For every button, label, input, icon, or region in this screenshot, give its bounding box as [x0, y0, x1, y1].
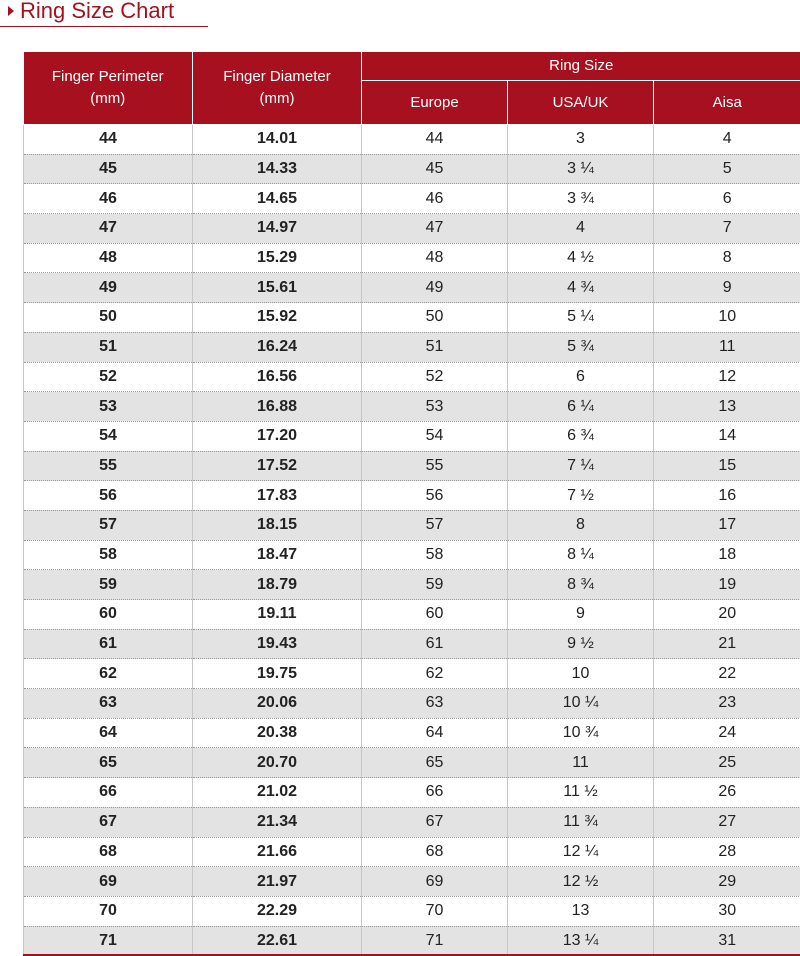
finger-perimeter-cell: 53	[24, 392, 193, 422]
asia-cell: 13	[654, 392, 800, 422]
finger-perimeter-cell: 51	[24, 332, 193, 362]
page-title-bar	[0, 0, 208, 27]
header-finger-diameter: Finger Diameter (mm)	[193, 52, 362, 125]
table-row	[24, 659, 800, 689]
usa-uk-cell: 9	[508, 600, 654, 630]
usa-uk-cell: 13 ¼	[508, 926, 654, 956]
finger-diameter-cell: 18.79	[193, 570, 362, 600]
table-row	[24, 303, 800, 333]
usa-uk-cell: 4 ¾	[508, 273, 654, 303]
usa-uk-cell: 10 ¼	[508, 689, 654, 719]
table-row	[24, 807, 800, 837]
europe-cell: 55	[362, 451, 508, 481]
europe-cell: 57	[362, 510, 508, 540]
finger-perimeter-cell: 49	[24, 273, 193, 303]
europe-cell: 45	[362, 154, 508, 184]
asia-cell: 26	[654, 778, 800, 808]
asia-cell: 8	[654, 243, 800, 273]
finger-diameter-cell: 14.01	[193, 125, 362, 155]
finger-perimeter-cell: 67	[24, 807, 193, 837]
finger-perimeter-cell: 58	[24, 540, 193, 570]
europe-cell: 58	[362, 540, 508, 570]
table-body	[24, 125, 800, 956]
europe-cell: 50	[362, 303, 508, 333]
europe-cell: 69	[362, 867, 508, 897]
table-row	[24, 243, 800, 273]
europe-cell: 52	[362, 362, 508, 392]
finger-diameter-cell: 19.75	[193, 659, 362, 689]
asia-cell: 19	[654, 570, 800, 600]
usa-uk-cell: 6 ¼	[508, 392, 654, 422]
finger-perimeter-cell: 57	[24, 510, 193, 540]
usa-uk-cell: 8 ¼	[508, 540, 654, 570]
asia-cell: 18	[654, 540, 800, 570]
usa-uk-cell: 11 ½	[508, 778, 654, 808]
finger-diameter-cell: 14.33	[193, 154, 362, 184]
ring-size-table	[23, 52, 800, 956]
usa-uk-cell: 12 ½	[508, 867, 654, 897]
europe-cell: 47	[362, 214, 508, 244]
table-row	[24, 748, 800, 778]
asia-cell: 14	[654, 421, 800, 451]
asia-cell: 12	[654, 362, 800, 392]
finger-diameter-cell: 17.20	[193, 421, 362, 451]
table-row	[24, 510, 800, 540]
finger-diameter-cell: 18.15	[193, 510, 362, 540]
page-title: Ring Size Chart	[20, 0, 175, 23]
usa-uk-cell: 4 ½	[508, 243, 654, 273]
usa-uk-cell: 13	[508, 896, 654, 926]
europe-cell: 44	[362, 125, 508, 155]
finger-perimeter-cell: 64	[24, 718, 193, 748]
table-row	[24, 481, 800, 511]
asia-cell: 22	[654, 659, 800, 689]
asia-cell: 15	[654, 451, 800, 481]
table-row	[24, 332, 800, 362]
europe-cell: 59	[362, 570, 508, 600]
europe-cell: 68	[362, 837, 508, 867]
table-row	[24, 867, 800, 897]
asia-cell: 9	[654, 273, 800, 303]
finger-diameter-cell: 19.11	[193, 600, 362, 630]
asia-cell: 17	[654, 510, 800, 540]
finger-diameter-cell: 15.61	[193, 273, 362, 303]
europe-cell: 62	[362, 659, 508, 689]
finger-perimeter-cell: 54	[24, 421, 193, 451]
asia-cell: 5	[654, 154, 800, 184]
europe-cell: 53	[362, 392, 508, 422]
table-row	[24, 421, 800, 451]
usa-uk-cell: 10 ¾	[508, 718, 654, 748]
finger-perimeter-cell: 61	[24, 629, 193, 659]
triangle-right-icon	[8, 6, 14, 16]
asia-cell: 28	[654, 837, 800, 867]
usa-uk-cell: 6 ¾	[508, 421, 654, 451]
usa-uk-cell: 7 ¼	[508, 451, 654, 481]
finger-diameter-cell: 22.61	[193, 926, 362, 956]
europe-cell: 54	[362, 421, 508, 451]
europe-cell: 66	[362, 778, 508, 808]
finger-perimeter-cell: 62	[24, 659, 193, 689]
table-row	[24, 718, 800, 748]
table-row	[24, 629, 800, 659]
asia-cell: 29	[654, 867, 800, 897]
finger-diameter-cell: 16.88	[193, 392, 362, 422]
asia-cell: 27	[654, 807, 800, 837]
finger-diameter-cell: 17.83	[193, 481, 362, 511]
asia-cell: 6	[654, 184, 800, 214]
table-row	[24, 778, 800, 808]
finger-diameter-cell: 21.66	[193, 837, 362, 867]
finger-diameter-cell: 14.97	[193, 214, 362, 244]
table-row	[24, 392, 800, 422]
usa-uk-cell: 3 ¼	[508, 154, 654, 184]
europe-cell: 46	[362, 184, 508, 214]
finger-perimeter-cell: 65	[24, 748, 193, 778]
table-row	[24, 125, 800, 155]
finger-perimeter-cell: 48	[24, 243, 193, 273]
header-finger-perimeter: Finger Perimeter (mm)	[24, 52, 193, 125]
table-row	[24, 154, 800, 184]
finger-diameter-cell: 16.24	[193, 332, 362, 362]
finger-diameter-cell: 18.47	[193, 540, 362, 570]
finger-diameter-cell: 17.52	[193, 451, 362, 481]
finger-perimeter-cell: 56	[24, 481, 193, 511]
asia-cell: 24	[654, 718, 800, 748]
usa-uk-cell: 6	[508, 362, 654, 392]
table-row	[24, 214, 800, 244]
finger-perimeter-cell: 52	[24, 362, 193, 392]
header-europe: Europe	[362, 81, 508, 125]
finger-perimeter-cell: 70	[24, 896, 193, 926]
table-row	[24, 689, 800, 719]
asia-cell: 30	[654, 896, 800, 926]
finger-perimeter-cell: 46	[24, 184, 193, 214]
finger-perimeter-cell: 66	[24, 778, 193, 808]
finger-diameter-cell: 20.06	[193, 689, 362, 719]
finger-perimeter-cell: 50	[24, 303, 193, 333]
asia-cell: 11	[654, 332, 800, 362]
table-row	[24, 273, 800, 303]
finger-perimeter-cell: 55	[24, 451, 193, 481]
asia-cell: 4	[654, 125, 800, 155]
usa-uk-cell: 7 ½	[508, 481, 654, 511]
finger-perimeter-cell: 60	[24, 600, 193, 630]
usa-uk-cell: 10	[508, 659, 654, 689]
table-row	[24, 451, 800, 481]
finger-perimeter-cell: 45	[24, 154, 193, 184]
table-row	[24, 540, 800, 570]
table-row	[24, 926, 800, 956]
europe-cell: 61	[362, 629, 508, 659]
finger-perimeter-cell: 69	[24, 867, 193, 897]
europe-cell: 48	[362, 243, 508, 273]
usa-uk-cell: 4	[508, 214, 654, 244]
usa-uk-cell: 8 ¾	[508, 570, 654, 600]
europe-cell: 56	[362, 481, 508, 511]
header-asia: Aisa	[654, 81, 800, 125]
asia-cell: 20	[654, 600, 800, 630]
europe-cell: 63	[362, 689, 508, 719]
europe-cell: 51	[362, 332, 508, 362]
europe-cell: 65	[362, 748, 508, 778]
europe-cell: 49	[362, 273, 508, 303]
usa-uk-cell: 11 ¾	[508, 807, 654, 837]
usa-uk-cell: 3 ¾	[508, 184, 654, 214]
finger-perimeter-cell: 44	[24, 125, 193, 155]
asia-cell: 21	[654, 629, 800, 659]
europe-cell: 71	[362, 926, 508, 956]
finger-diameter-cell: 14.65	[193, 184, 362, 214]
finger-diameter-cell: 16.56	[193, 362, 362, 392]
usa-uk-cell: 3	[508, 125, 654, 155]
europe-cell: 70	[362, 896, 508, 926]
asia-cell: 31	[654, 926, 800, 956]
europe-cell: 67	[362, 807, 508, 837]
header-usa-uk: USA/UK	[508, 81, 654, 125]
finger-perimeter-cell: 59	[24, 570, 193, 600]
finger-perimeter-cell: 47	[24, 214, 193, 244]
usa-uk-cell: 11	[508, 748, 654, 778]
finger-diameter-cell: 22.29	[193, 896, 362, 926]
table-row	[24, 184, 800, 214]
asia-cell: 25	[654, 748, 800, 778]
asia-cell: 23	[654, 689, 800, 719]
table-row	[24, 600, 800, 630]
asia-cell: 7	[654, 214, 800, 244]
usa-uk-cell: 5 ¾	[508, 332, 654, 362]
finger-diameter-cell: 19.43	[193, 629, 362, 659]
table-row	[24, 362, 800, 392]
finger-diameter-cell: 21.34	[193, 807, 362, 837]
finger-diameter-cell: 21.97	[193, 867, 362, 897]
finger-perimeter-cell: 63	[24, 689, 193, 719]
table-row	[24, 570, 800, 600]
finger-diameter-cell: 20.70	[193, 748, 362, 778]
usa-uk-cell: 9 ½	[508, 629, 654, 659]
finger-diameter-cell: 20.38	[193, 718, 362, 748]
table-row	[24, 837, 800, 867]
finger-perimeter-cell: 71	[24, 926, 193, 956]
finger-diameter-cell: 15.92	[193, 303, 362, 333]
asia-cell: 10	[654, 303, 800, 333]
finger-diameter-cell: 21.02	[193, 778, 362, 808]
europe-cell: 60	[362, 600, 508, 630]
finger-perimeter-cell: 68	[24, 837, 193, 867]
usa-uk-cell: 8	[508, 510, 654, 540]
europe-cell: 64	[362, 718, 508, 748]
finger-diameter-cell: 15.29	[193, 243, 362, 273]
asia-cell: 16	[654, 481, 800, 511]
usa-uk-cell: 12 ¼	[508, 837, 654, 867]
usa-uk-cell: 5 ¼	[508, 303, 654, 333]
header-ring-size: Ring Size	[362, 52, 800, 81]
table-row	[24, 896, 800, 926]
